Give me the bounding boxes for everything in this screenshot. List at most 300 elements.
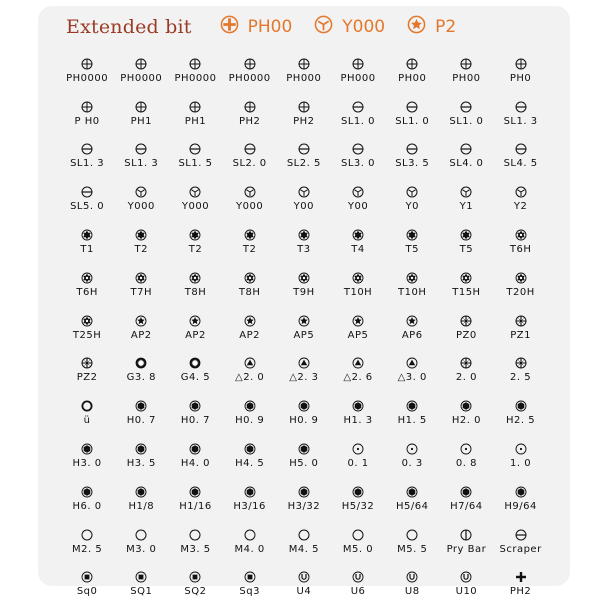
hex-icon <box>406 400 418 415</box>
pozi-icon <box>81 357 93 372</box>
phillips-icon <box>515 58 527 73</box>
phillips-icon <box>135 101 147 116</box>
bit-cell <box>60 521 114 564</box>
bit-cell <box>494 264 548 307</box>
bit-label: T8H <box>184 286 207 298</box>
hex-icon <box>352 400 364 415</box>
bit-label: H0. 9 <box>235 415 265 427</box>
square-icon <box>81 571 93 586</box>
bit-label: T8H <box>238 286 261 298</box>
bit-label: H3. 5 <box>126 458 156 470</box>
bit-cell <box>439 178 493 221</box>
bit-label: PH2 <box>509 586 532 598</box>
bit-label: Y0 <box>405 201 419 213</box>
bit-label: H6. 0 <box>72 500 102 512</box>
bit-cell <box>439 136 493 179</box>
bit-cell <box>439 50 493 93</box>
bit-cell <box>223 307 277 350</box>
bit-label: G4. 5 <box>180 372 211 384</box>
bit-label: T7H <box>130 286 153 298</box>
u-shape-icon <box>352 571 364 586</box>
hex-icon <box>460 486 472 501</box>
bit-cell <box>439 350 493 393</box>
bit-cell <box>494 50 548 93</box>
bit-cell <box>223 478 277 521</box>
bit-cell <box>60 136 114 179</box>
bit-cell <box>114 178 168 221</box>
bit-label: H1/16 <box>179 500 212 512</box>
bit-label: SL1. 3 <box>124 158 159 170</box>
bit-cell <box>439 264 493 307</box>
tri-wing-icon <box>314 15 333 39</box>
square-icon <box>244 571 256 586</box>
slotted-icon <box>189 143 201 158</box>
bit-label: H5/32 <box>341 500 375 512</box>
bit-label: PH0 <box>509 72 532 84</box>
bit-cell <box>277 50 331 93</box>
bit-cell <box>277 178 331 221</box>
bit-label: 0. 8 <box>455 458 477 470</box>
bit-cell <box>60 50 114 93</box>
torx-hole-icon <box>81 315 93 330</box>
bit-label: Y00 <box>347 201 369 213</box>
bit-cell <box>223 178 277 221</box>
bit-label: T15H <box>452 286 481 298</box>
bit-label: 0. 1 <box>347 458 369 470</box>
bit-cell <box>494 478 548 521</box>
bit-label: U4 <box>296 586 312 598</box>
bit-label: △2. 0 <box>235 372 265 384</box>
bit-cell <box>494 435 548 478</box>
pry-icon <box>460 529 472 544</box>
bit-cell <box>168 50 222 93</box>
pentalobe-icon <box>407 15 426 39</box>
bit-label: 2. 0 <box>455 372 477 384</box>
hex-icon <box>406 486 418 501</box>
phillips-icon <box>220 15 239 39</box>
bit-label: SL1. 0 <box>449 115 484 127</box>
dot-icon <box>406 443 418 458</box>
pentalobe-icon <box>406 315 418 330</box>
phillips-icon <box>81 58 93 73</box>
bit-cell <box>439 221 493 264</box>
phillips-icon <box>298 101 310 116</box>
torx-hole-icon <box>298 272 310 287</box>
header-item-phillips <box>220 15 293 39</box>
bit-label: H1/8 <box>128 500 155 512</box>
bit-cell <box>331 136 385 179</box>
bit-label: SL3. 0 <box>341 158 376 170</box>
triangle-icon <box>298 357 310 372</box>
bit-cell <box>331 50 385 93</box>
bit-cell <box>331 392 385 435</box>
bit-cell <box>331 435 385 478</box>
torx-hole-icon <box>189 272 201 287</box>
torx-icon <box>244 229 256 244</box>
triwing-icon <box>298 186 310 201</box>
bit-cell <box>223 264 277 307</box>
bit-label: PH00 <box>452 72 481 84</box>
bit-cell <box>114 136 168 179</box>
bit-label: PH1 <box>184 115 207 127</box>
bit-cell <box>385 478 439 521</box>
bit-label: T2 <box>242 244 257 256</box>
bit-cell <box>114 93 168 136</box>
bit-cell <box>439 521 493 564</box>
bit-label: PZ0 <box>456 329 477 341</box>
pentalobe-icon <box>244 315 256 330</box>
triangle-icon <box>406 357 418 372</box>
bit-label: M3. 0 <box>126 543 157 555</box>
bit-label: PH0000 <box>66 72 109 84</box>
bit-label: PH0000 <box>174 72 217 84</box>
slotted-icon <box>460 143 472 158</box>
bit-cell <box>60 392 114 435</box>
plus-bold-icon <box>515 571 527 586</box>
bit-label: ü <box>83 415 91 427</box>
bit-cell <box>114 521 168 564</box>
bit-cell <box>114 50 168 93</box>
bit-cell <box>223 521 277 564</box>
bit-label: H5. 0 <box>289 458 319 470</box>
bit-cell <box>277 264 331 307</box>
header-item-label: P2 <box>435 17 457 37</box>
bit-cell <box>277 435 331 478</box>
bit-label: △3. 0 <box>397 372 427 384</box>
bit-label: PH2 <box>293 115 315 127</box>
bit-label: T5 <box>459 244 474 256</box>
torx-icon <box>352 229 364 244</box>
bit-cell <box>60 478 114 521</box>
dot-icon <box>352 443 364 458</box>
bit-cell <box>494 521 548 564</box>
torx-icon <box>406 229 418 244</box>
bit-grid <box>60 50 548 606</box>
bit-label: 0. 3 <box>401 458 423 470</box>
bit-cell <box>331 478 385 521</box>
bit-cell <box>331 307 385 350</box>
bit-label: SL1. 3 <box>503 115 538 127</box>
bit-label: SL5. 0 <box>70 201 105 213</box>
hex-icon <box>298 400 310 415</box>
bit-cell <box>168 221 222 264</box>
bit-cell <box>60 221 114 264</box>
hex-icon <box>244 443 256 458</box>
bit-cell <box>494 307 548 350</box>
torx-icon <box>298 229 310 244</box>
bit-cell <box>331 221 385 264</box>
bit-label: T9H <box>293 286 315 298</box>
pozi-icon <box>515 315 527 330</box>
bit-label: PH0000 <box>120 72 163 84</box>
torx-hole-icon <box>244 272 256 287</box>
hex-icon <box>189 400 201 415</box>
bit-cell <box>331 521 385 564</box>
bit-label: T25H <box>72 329 102 341</box>
hex-icon <box>81 443 93 458</box>
bit-label: SL1. 0 <box>395 115 430 127</box>
bit-cell <box>168 350 222 393</box>
bit-cell <box>60 264 114 307</box>
bit-cell <box>439 307 493 350</box>
u-shape-icon <box>298 571 310 586</box>
bit-label: M5. 0 <box>342 543 374 555</box>
pentalobe-icon <box>135 315 147 330</box>
bit-cell <box>494 178 548 221</box>
bit-label: H5/64 <box>395 500 429 512</box>
pentalobe-icon <box>352 315 364 330</box>
bit-cell <box>439 392 493 435</box>
bit-label: AP2 <box>239 329 261 341</box>
bit-label: M4. 5 <box>288 543 319 555</box>
hex-icon <box>244 400 256 415</box>
slotted-icon <box>81 143 93 158</box>
hex-icon <box>298 443 310 458</box>
bit-label: Y000 <box>127 201 155 213</box>
bit-label: Pry Bar <box>446 543 487 555</box>
bit-cell <box>168 392 222 435</box>
bit-cell <box>168 521 222 564</box>
bit-label: SL1. 5 <box>178 158 213 170</box>
bit-cell <box>223 50 277 93</box>
bit-label: PZ2 <box>76 372 98 384</box>
triwing-icon <box>189 186 201 201</box>
triwing-icon <box>352 186 364 201</box>
bit-cell <box>331 350 385 393</box>
bit-cell <box>277 521 331 564</box>
bit-cell <box>223 392 277 435</box>
bit-label: AP5 <box>293 329 315 341</box>
bit-label: T3 <box>297 244 311 256</box>
pozi-icon <box>515 357 527 372</box>
bit-label: T1 <box>80 244 94 256</box>
hex-icon <box>515 486 527 501</box>
bit-cell <box>168 435 222 478</box>
hex-icon <box>515 400 527 415</box>
bit-cell <box>385 307 439 350</box>
bit-cell <box>439 435 493 478</box>
bit-label: SQ2 <box>184 586 207 598</box>
bit-label: U10 <box>455 586 478 598</box>
torx-icon <box>81 229 93 244</box>
bit-label: Sq0 <box>76 586 98 598</box>
slotted-icon <box>352 143 364 158</box>
bit-label: H2. 5 <box>506 415 536 427</box>
bit-label: PH000 <box>286 72 322 84</box>
bit-cell <box>277 93 331 136</box>
bit-cell <box>223 136 277 179</box>
bit-label: 1. 0 <box>510 458 532 470</box>
bit-cell <box>385 50 439 93</box>
bit-label: H0. 9 <box>289 415 319 427</box>
bit-cell <box>277 307 331 350</box>
header <box>66 12 456 42</box>
circle-icon <box>298 529 310 544</box>
bit-cell <box>168 93 222 136</box>
pentalobe-icon <box>189 315 201 330</box>
triwing-icon <box>135 186 147 201</box>
bit-label: T10H <box>398 286 427 298</box>
slotted-icon <box>135 143 147 158</box>
bit-label: U8 <box>404 586 420 598</box>
torx-hole-icon <box>406 272 418 287</box>
hex-icon <box>135 400 147 415</box>
hex-icon <box>298 486 310 501</box>
triwing-icon <box>460 186 472 201</box>
bit-cell <box>494 392 548 435</box>
bit-cell <box>114 435 168 478</box>
bit-label: T2 <box>134 244 149 256</box>
bit-label: H0. 7 <box>180 415 211 427</box>
torx-hole-icon <box>81 272 93 287</box>
bit-label: M5. 5 <box>397 543 428 555</box>
bit-label: T20H <box>506 286 535 298</box>
bit-cell <box>223 221 277 264</box>
bit-label: T5 <box>405 244 419 256</box>
phillips-icon <box>81 101 93 116</box>
bit-label: △2. 3 <box>289 372 319 384</box>
phillips-icon <box>298 58 310 73</box>
bit-label: H7/64 <box>450 500 483 512</box>
bit-label: PH000 <box>340 72 376 84</box>
bit-label: PH1 <box>130 115 152 127</box>
torx-hole-icon <box>515 272 527 287</box>
bit-label: SL2. 0 <box>232 158 267 170</box>
bit-cell <box>223 93 277 136</box>
bit-label: H1. 3 <box>343 415 373 427</box>
torx-hole-icon <box>515 229 527 244</box>
bit-cell <box>60 435 114 478</box>
bit-label: △2. 6 <box>343 372 373 384</box>
torx-icon <box>135 229 147 244</box>
bit-cell <box>60 350 114 393</box>
bit-cell <box>385 350 439 393</box>
bit-label: M2. 5 <box>71 543 103 555</box>
header-item-tri-wing <box>314 15 385 39</box>
phillips-icon <box>244 101 256 116</box>
bit-label: P H0 <box>74 115 100 127</box>
pozi-icon <box>460 315 472 330</box>
bit-cell <box>114 264 168 307</box>
bit-cell <box>168 264 222 307</box>
bit-label: T2 <box>188 244 203 256</box>
bit-label: H2. 0 <box>451 415 481 427</box>
bit-label: AP2 <box>130 329 152 341</box>
bit-cell <box>494 350 548 393</box>
bit-label: SL1. 0 <box>341 115 376 127</box>
bit-label: H3. 0 <box>72 458 102 470</box>
bit-label: Y000 <box>181 201 210 213</box>
slotted-icon <box>406 101 418 116</box>
bit-label: SL4. 0 <box>449 158 484 170</box>
slotted-icon <box>515 143 527 158</box>
bit-cell <box>385 392 439 435</box>
gear-icon <box>135 357 147 372</box>
bit-cell <box>385 178 439 221</box>
bit-cell <box>277 478 331 521</box>
bit-cell <box>168 478 222 521</box>
bit-cell <box>114 221 168 264</box>
bit-label: SL3. 5 <box>395 158 430 170</box>
hex-icon <box>81 486 93 501</box>
slotted-icon <box>352 101 364 116</box>
header-item-label: PH00 <box>247 17 293 37</box>
phillips-icon <box>352 58 364 73</box>
bit-label: SQ1 <box>130 586 153 598</box>
page-title: Extended bit <box>66 16 192 38</box>
bit-cell <box>223 435 277 478</box>
bit-cell <box>494 93 548 136</box>
torx-hole-icon <box>460 272 472 287</box>
hex-icon <box>244 486 256 501</box>
bit-label: M3. 5 <box>180 543 211 555</box>
bit-label: H0. 7 <box>126 415 156 427</box>
triangle-icon <box>352 357 364 372</box>
bit-cell <box>277 136 331 179</box>
bit-cell <box>223 350 277 393</box>
slotted-icon <box>298 143 310 158</box>
phillips-icon <box>189 101 201 116</box>
bit-cell <box>114 350 168 393</box>
bit-cell <box>494 136 548 179</box>
bit-label: Y1 <box>459 201 474 213</box>
bit-cell <box>385 221 439 264</box>
bit-cell <box>114 478 168 521</box>
bit-label: Sq3 <box>239 586 260 598</box>
bit-cell <box>331 178 385 221</box>
bit-label: PH00 <box>398 72 427 84</box>
hex-icon <box>189 443 201 458</box>
slotted-icon <box>406 143 418 158</box>
bit-cell <box>439 93 493 136</box>
phillips-icon <box>135 58 147 73</box>
pentalobe-icon <box>298 315 310 330</box>
bit-cell <box>168 136 222 179</box>
bit-cell <box>60 307 114 350</box>
hex-icon <box>189 486 201 501</box>
bit-label: H9/64 <box>504 500 537 512</box>
bit-cell <box>494 221 548 264</box>
u-shape-icon <box>460 571 472 586</box>
bit-label: H3/32 <box>287 500 321 512</box>
bit-label: Y00 <box>293 201 315 213</box>
torx-icon <box>460 229 472 244</box>
bit-label: Y2 <box>513 201 528 213</box>
bit-label: PZ1 <box>510 329 531 341</box>
bit-label: T10H <box>343 286 373 298</box>
slotted-icon <box>244 143 256 158</box>
circle-icon <box>406 529 418 544</box>
bit-label: SL2. 5 <box>286 158 321 170</box>
bit-label: G3. 8 <box>126 372 156 384</box>
bit-label: 2. 5 <box>510 372 532 384</box>
hex-icon <box>352 486 364 501</box>
slotted-icon <box>81 186 93 201</box>
dot-icon <box>515 443 527 458</box>
triangle-icon <box>244 357 256 372</box>
slotted-icon <box>460 101 472 116</box>
bit-cell <box>60 93 114 136</box>
bit-cell <box>277 350 331 393</box>
bit-label: U6 <box>350 586 366 598</box>
triwing-icon <box>515 186 527 201</box>
phillips-icon <box>189 58 201 73</box>
dot-icon <box>460 443 472 458</box>
bit-label: H4. 5 <box>235 458 265 470</box>
bit-label: H4. 0 <box>180 458 211 470</box>
bit-label: T6H <box>76 286 98 298</box>
bit-label: T6H <box>509 244 532 256</box>
